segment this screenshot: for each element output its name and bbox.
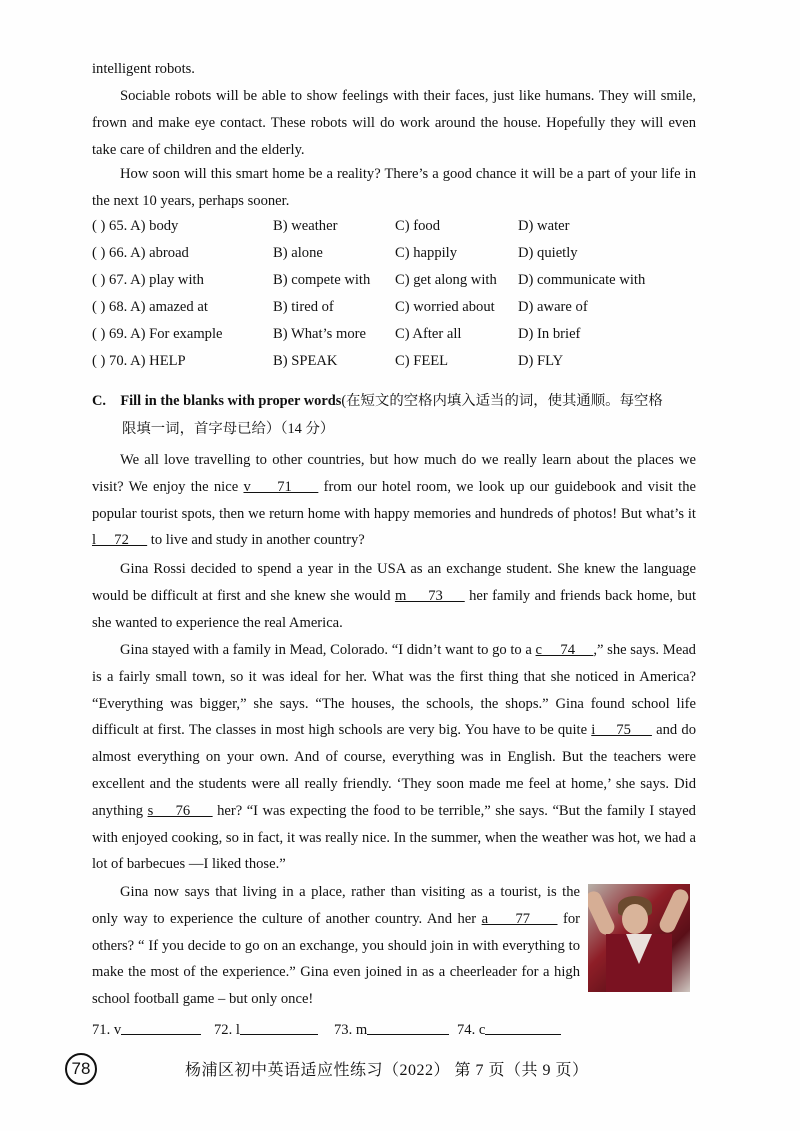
passage-b-line0: intelligent robots. <box>92 61 195 77</box>
footer-title: 杨浦区初中英语适应性练习（2022） 第 7 页（共 9 页） <box>185 1062 589 1079</box>
answer-input[interactable] <box>121 1018 201 1035</box>
blank-74[interactable]: c 74 <box>535 642 594 658</box>
answer-73 <box>334 1018 367 1042</box>
text: her family and friends back home, but she wanted to experience the real America. <box>92 587 697 631</box>
text: Gina stayed with a family in Mead, Colorado. “I didn’t want to go to a <box>120 642 536 658</box>
text: for others? “ If you decide to go on an exchange, you should join in with everything to make the most of the experience.” Gina even joined in as a cheerleader for a high school football game – but only once! <box>92 910 580 1008</box>
blank-71[interactable]: v 71 <box>243 478 319 495</box>
mc-option-b: B) alone <box>273 245 323 261</box>
mc-option-c: C) food <box>395 218 440 234</box>
answer-74 <box>457 1018 485 1042</box>
section-c-heading <box>92 387 702 443</box>
section-c-instr2: 限填一词，首字母已给）（14 分） <box>122 421 335 437</box>
cheerleader-photo <box>588 884 690 992</box>
page-footer <box>65 1053 685 1087</box>
passage-b-tail <box>92 56 696 83</box>
mc-option-b: B) What’s more <box>273 326 366 342</box>
mc-option-c: C) happily <box>395 245 458 261</box>
mc-option-b: B) tired of <box>273 299 334 315</box>
page-number-badge: 78 <box>65 1053 97 1085</box>
mc-option-a: ( ) 70. A) HELP <box>92 353 186 369</box>
answer-71 <box>92 1018 121 1042</box>
text: and do almost everything on your own. And of course, everything was in English. But the teachers were excellent and the students were all really friendly. ‘They soon made me feel at home,’ she says. Did anything <box>92 722 696 819</box>
passage-b-para1: Sociable robots will be able to show feelings with their faces, just like humans. They will smile, frown and make eye contact. These robots will do work around the house. Hopefully they will even take care of children and the elderly. <box>92 88 696 158</box>
mc-option-d: D) communicate with <box>518 272 646 288</box>
passage-c-para4 <box>92 879 580 1013</box>
answer-72 <box>214 1018 240 1042</box>
blank-72[interactable]: l 72 <box>92 532 148 549</box>
text: her? “I was expecting the food to be terrible,” she says. “But the family I stayed with enjoyed cooking, so in fact, it was really nice. In the summer, when the weather was hot, we had a lot of barbecues —I liked those.” <box>92 802 696 873</box>
text: from our hotel room, we look up our guidebook and visit the popular tourist spots, then we return home with happy memories and hundreds of photos! But what’s it <box>92 478 697 522</box>
text: to live and study in another country? <box>147 532 365 549</box>
mc-option-d: D) FLY <box>518 353 564 369</box>
passage-c-para2 <box>92 556 696 636</box>
mc-option-c: C) worried about <box>395 299 495 315</box>
answer-input[interactable] <box>240 1018 318 1035</box>
answer-input[interactable] <box>367 1018 449 1035</box>
passage-c-para1 <box>92 447 696 554</box>
section-c-instr1: (在短文的空格内填入适当的词，使其通顺。每空格 <box>341 393 663 409</box>
mc-option-a: ( ) 69. A) For example <box>92 326 223 342</box>
section-c-title: Fill in the blanks with proper words <box>120 393 342 409</box>
blank-73[interactable]: m 73 <box>394 587 465 604</box>
mc-option-d: D) aware of <box>518 299 588 315</box>
mc-option-d: D) quietly <box>518 245 578 261</box>
mc-option-a: ( ) 65. A) body <box>92 218 179 234</box>
text: Gina now says that living in a place, rather than visiting as a tourist, is the only way to experience the culture of another country. And her <box>92 884 580 927</box>
mc-option-c: C) get along with <box>395 272 497 288</box>
answer-label: 72. l <box>214 1022 240 1038</box>
blank-76[interactable]: s 76 <box>147 802 213 819</box>
text: ,” she says. Mead is a fairly small town, so it was ideal for her. What was the first thing that she noticed in America? “Everything was bigger,” she says. “The houses, the schools, the shops.” Gina found school life difficult at first. The classes in most high schools are very big. You have to be quite <box>92 642 696 739</box>
section-c-label: C. <box>92 393 106 409</box>
text: Gina Rossi decided to spend a year in the USA as an exchange student. She knew the language would be difficult at first and she knew she would <box>92 561 696 604</box>
answer-label: 74. c <box>457 1022 486 1038</box>
answer-input[interactable] <box>485 1018 561 1035</box>
mc-option-a: ( ) 66. A) abroad <box>92 245 189 261</box>
mc-option-b: B) weather <box>273 218 338 234</box>
answer-label: 73. m <box>334 1022 368 1038</box>
mc-option-c: C) After all <box>395 326 462 342</box>
blank-77[interactable]: a 77 <box>481 910 558 927</box>
mc-option-b: B) compete with <box>273 272 371 288</box>
mc-option-a: ( ) 68. A) amazed at <box>92 299 208 315</box>
passage-b-para2: How soon will this smart home be a reality? There’s a good chance it will be a part of your life in the next 10 years, perhaps sooner. <box>92 166 696 209</box>
mc-option-d: D) water <box>518 218 570 234</box>
passage-c-para3 <box>92 637 696 878</box>
answer-label: 71. v <box>92 1022 122 1038</box>
mc-option-c: C) FEEL <box>395 353 449 369</box>
mc-option-a: ( ) 67. A) play with <box>92 272 204 288</box>
blank-75[interactable]: i 75 <box>591 722 652 739</box>
text: We all love travelling to other countries, but how much do we really learn about the places we visit? We enjoy the nice <box>92 452 696 495</box>
mc-option-d: D) In brief <box>518 326 581 342</box>
mc-option-b: B) SPEAK <box>273 353 338 369</box>
